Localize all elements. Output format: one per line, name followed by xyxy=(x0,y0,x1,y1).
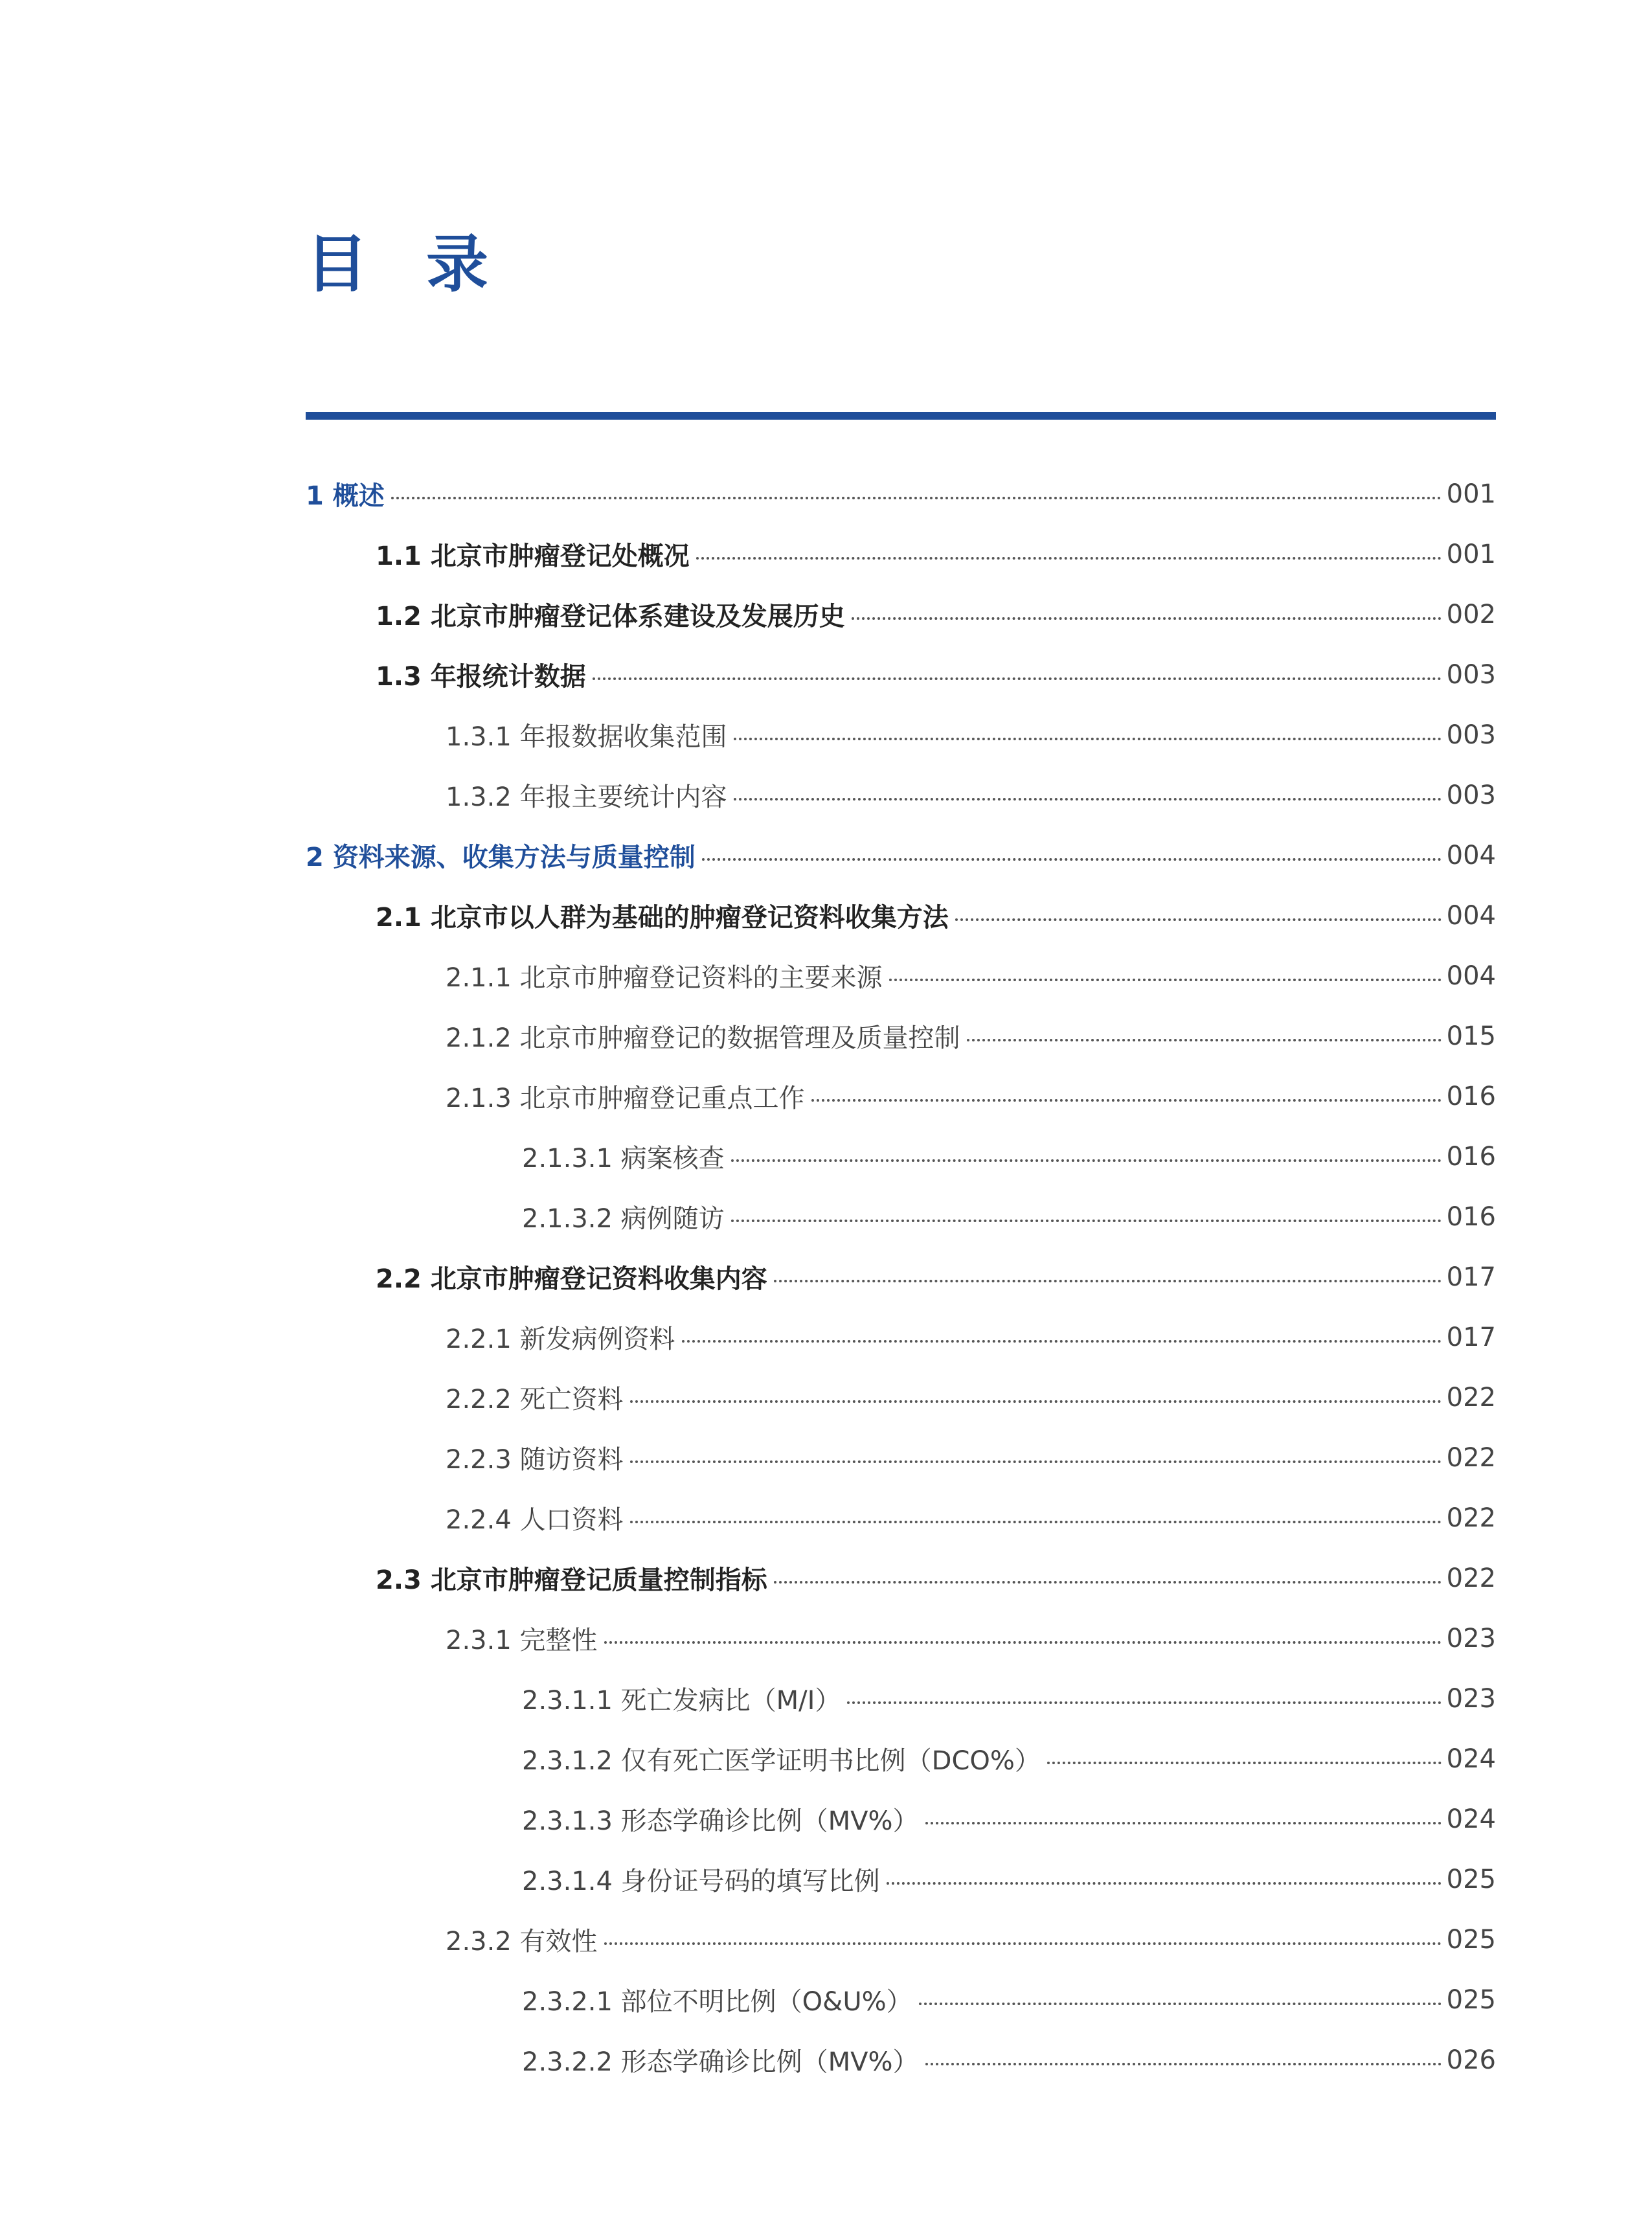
toc-entry-label: 2.2 北京市肿瘤登记资料收集内容 xyxy=(376,1264,767,1294)
toc-entry[interactable] xyxy=(306,584,1496,644)
dot-leader xyxy=(919,2003,1442,2005)
toc-entry-page-number: 024 xyxy=(1446,1743,1496,1774)
dot-leader xyxy=(967,1039,1442,1041)
toc-entry[interactable] xyxy=(306,1789,1496,1849)
dot-leader xyxy=(731,1159,1442,1162)
toc-entry-label: 2.3.2.1 部位不明比例（O&U%） xyxy=(522,1987,912,2017)
page-title-char: 目 xyxy=(306,227,368,301)
toc-entry-page-number: 022 xyxy=(1446,1503,1496,1533)
dot-leader xyxy=(925,1822,1442,1824)
toc-entry-label: 2.3.2 有效性 xyxy=(446,1927,598,1957)
toc-entry-page-number: 017 xyxy=(1446,1262,1496,1292)
toc-entry[interactable] xyxy=(306,1668,1496,1729)
dot-leader xyxy=(604,1942,1442,1945)
toc-entry[interactable] xyxy=(306,1488,1496,1548)
toc-entry-label: 2.2.2 死亡资料 xyxy=(446,1385,624,1414)
toc-entry[interactable] xyxy=(306,705,1496,765)
toc-entry[interactable] xyxy=(306,825,1496,885)
toc-entry-label: 2.1.1 北京市肿瘤登记资料的主要来源 xyxy=(446,963,883,993)
toc-entry-label: 2.1 北京市以人群为基础的肿瘤登记资料收集方法 xyxy=(376,903,949,933)
toc-entry[interactable] xyxy=(306,1126,1496,1187)
toc-entry-page-number: 016 xyxy=(1446,1201,1496,1232)
toc-entry-page-number: 017 xyxy=(1446,1322,1496,1352)
toc-entry-label: 2.3.1.3 形态学确诊比例（MV%） xyxy=(522,1806,919,1836)
toc-entry[interactable] xyxy=(306,765,1496,825)
dot-leader xyxy=(889,979,1442,981)
toc-entry-page-number: 022 xyxy=(1446,1563,1496,1593)
toc-entry[interactable] xyxy=(306,1006,1496,1066)
toc-entry-page-number: 002 xyxy=(1446,599,1496,630)
dot-leader xyxy=(734,798,1442,801)
toc-entry[interactable] xyxy=(306,946,1496,1006)
dot-leader xyxy=(630,1521,1442,1523)
page-title-char: 录 xyxy=(426,227,488,301)
table-of-contents xyxy=(306,464,1496,2090)
toc-entry[interactable] xyxy=(306,2030,1496,2090)
toc-entry[interactable] xyxy=(306,524,1496,584)
dot-leader xyxy=(734,738,1442,740)
toc-entry[interactable] xyxy=(306,1548,1496,1608)
dot-leader xyxy=(696,557,1442,560)
toc-entry[interactable] xyxy=(306,885,1496,946)
toc-entry-label: 2.2.1 新发病例资料 xyxy=(446,1324,675,1354)
toc-entry[interactable] xyxy=(306,1427,1496,1488)
toc-entry-page-number: 024 xyxy=(1446,1804,1496,1834)
dot-leader xyxy=(731,1220,1442,1222)
dot-leader xyxy=(630,1400,1442,1403)
dot-leader xyxy=(702,858,1442,861)
dot-leader xyxy=(391,497,1442,499)
toc-entry-label: 1.1 北京市肿瘤登记处概况 xyxy=(376,541,690,571)
dot-leader xyxy=(847,1701,1441,1704)
toc-entry-page-number: 015 xyxy=(1446,1021,1496,1051)
dot-leader xyxy=(852,617,1442,620)
toc-entry[interactable] xyxy=(306,1066,1496,1126)
toc-entry[interactable] xyxy=(306,1307,1496,1367)
toc-entry-label: 2.3.1 完整性 xyxy=(446,1626,598,1655)
toc-entry-page-number: 004 xyxy=(1446,900,1496,931)
toc-entry-page-number: 025 xyxy=(1446,1984,1496,2015)
toc-entry[interactable] xyxy=(306,1970,1496,2030)
toc-entry-label: 2.1.3 北京市肿瘤登记重点工作 xyxy=(446,1084,805,1113)
toc-entry-label: 2.3 北京市肿瘤登记质量控制指标 xyxy=(376,1565,767,1595)
toc-entry[interactable] xyxy=(306,644,1496,705)
toc-entry-label: 2.3.1.2 仅有死亡医学证明书比例（DCO%） xyxy=(522,1746,1041,1776)
toc-entry[interactable] xyxy=(306,1909,1496,1970)
toc-entry[interactable] xyxy=(306,1247,1496,1307)
toc-entry-label: 2.2.3 随访资料 xyxy=(446,1445,624,1475)
toc-entry-page-number: 001 xyxy=(1446,479,1496,509)
toc-entry-label: 1 概述 xyxy=(306,481,385,511)
toc-entry[interactable] xyxy=(306,1849,1496,1909)
toc-entry-page-number: 001 xyxy=(1446,539,1496,569)
toc-entry[interactable] xyxy=(306,1608,1496,1668)
toc-entry-label: 1.2 北京市肿瘤登记体系建设及发展历史 xyxy=(376,602,845,631)
toc-entry-page-number: 025 xyxy=(1446,1864,1496,1894)
dot-leader xyxy=(593,677,1442,680)
dot-leader xyxy=(604,1641,1442,1644)
toc-entry-label: 2.1.3.2 病例随访 xyxy=(522,1204,725,1234)
toc-entry-page-number: 003 xyxy=(1446,780,1496,810)
dot-leader xyxy=(887,1882,1442,1885)
toc-entry-page-number: 003 xyxy=(1446,720,1496,750)
dot-leader xyxy=(774,1581,1442,1584)
title-divider xyxy=(306,412,1496,420)
toc-entry-page-number: 026 xyxy=(1446,2045,1496,2075)
toc-entry-label: 2.3.2.2 形态学确诊比例（MV%） xyxy=(522,2047,919,2077)
toc-entry-page-number: 023 xyxy=(1446,1623,1496,1653)
toc-entry-label: 1.3.1 年报数据收集范围 xyxy=(446,722,727,752)
toc-entry-page-number: 016 xyxy=(1446,1141,1496,1172)
toc-entry-label: 2.1.3.1 病案核查 xyxy=(522,1144,725,1174)
toc-entry-label: 2.2.4 人口资料 xyxy=(446,1505,624,1535)
dot-leader xyxy=(955,918,1442,921)
page-title xyxy=(306,227,488,301)
toc-entry-page-number: 003 xyxy=(1446,659,1496,690)
toc-entry-page-number: 023 xyxy=(1446,1683,1496,1714)
dot-leader xyxy=(1047,1762,1442,1764)
toc-entry-page-number: 016 xyxy=(1446,1081,1496,1111)
toc-entry[interactable] xyxy=(306,1729,1496,1789)
dot-leader xyxy=(811,1099,1442,1102)
dot-leader xyxy=(774,1280,1442,1282)
toc-entry-page-number: 004 xyxy=(1446,960,1496,991)
dot-leader xyxy=(682,1340,1442,1343)
toc-entry-page-number: 022 xyxy=(1446,1382,1496,1413)
toc-entry[interactable] xyxy=(306,1187,1496,1247)
toc-entry-label: 2.3.1.4 身份证号码的填写比例 xyxy=(522,1867,880,1896)
toc-entry-page-number: 025 xyxy=(1446,1924,1496,1955)
toc-entry[interactable] xyxy=(306,1367,1496,1427)
toc-entry-label: 1.3 年报统计数据 xyxy=(376,662,586,692)
toc-entry-label: 1.3.2 年报主要统计内容 xyxy=(446,782,727,812)
toc-entry-page-number: 004 xyxy=(1446,840,1496,870)
toc-entry-page-number: 022 xyxy=(1446,1442,1496,1473)
toc-entry-label: 2 资料来源、收集方法与质量控制 xyxy=(306,843,696,872)
dot-leader xyxy=(925,2063,1442,2065)
toc-entry-label: 2.1.2 北京市肿瘤登记的数据管理及质量控制 xyxy=(446,1023,960,1053)
toc-entry-label: 2.3.1.1 死亡发病比（M/I） xyxy=(522,1686,841,1716)
toc-entry[interactable] xyxy=(306,464,1496,524)
dot-leader xyxy=(630,1460,1442,1463)
